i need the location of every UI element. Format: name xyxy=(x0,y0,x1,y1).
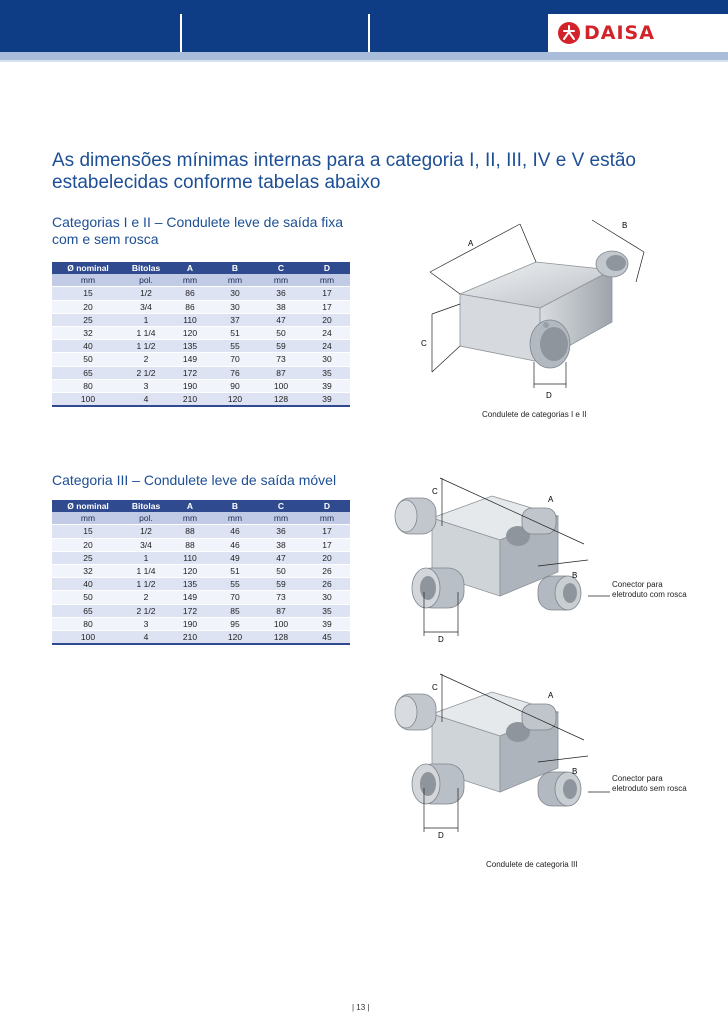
header-cell: Ø nominal xyxy=(52,500,124,512)
header-cell: Bitolas xyxy=(124,262,168,274)
table-cell: 120 xyxy=(212,392,258,406)
logo-text: DAISA xyxy=(584,22,655,44)
table-cell: 73 xyxy=(258,353,304,366)
caption-cat-3: Condulete de categoria III xyxy=(486,860,578,869)
table-cell: 135 xyxy=(168,578,212,591)
page-heading: As dimensões mínimas internas para a categoria I, II, III, IV e V estão estabelecidas conforme tabelas abaixo xyxy=(52,150,636,193)
dimension-label-a: A xyxy=(468,239,474,248)
table-row xyxy=(52,313,350,326)
table-cell: 47 xyxy=(258,551,304,564)
header-stripe-light xyxy=(0,60,728,62)
condulete-cat-3-unthreaded-drawing xyxy=(388,670,628,840)
table-cell: 88 xyxy=(168,525,212,538)
section2-title: Categoria III – Condulete leve de saída móvel xyxy=(52,472,337,488)
table-cell: 38 xyxy=(258,300,304,313)
table-cell: 39 xyxy=(304,617,350,630)
table-row xyxy=(52,287,350,300)
table-cell: 1 1/4 xyxy=(124,564,168,577)
table-cell: 17 xyxy=(304,525,350,538)
table-cell: 3 xyxy=(124,379,168,392)
table-cell: 38 xyxy=(258,538,304,551)
table-cell: 45 xyxy=(304,630,350,644)
table-cell: 30 xyxy=(304,353,350,366)
table-cell: 39 xyxy=(304,392,350,406)
unit-cell: mm xyxy=(52,274,124,287)
dimension-label-a: A xyxy=(548,691,554,700)
table-cell: 110 xyxy=(168,313,212,326)
callout-threaded-connector: Conector para eletroduto com rosca xyxy=(612,580,687,599)
table-cell: 2 xyxy=(124,353,168,366)
table-cell: 3 xyxy=(124,617,168,630)
table-cell: 120 xyxy=(168,326,212,339)
dimension-label-d: D xyxy=(438,831,444,840)
table-cell: 85 xyxy=(212,604,258,617)
table-cell: 86 xyxy=(168,300,212,313)
table-cell: 20 xyxy=(304,313,350,326)
header-cell: Bitolas xyxy=(124,500,168,512)
table-cell: 24 xyxy=(304,326,350,339)
table-cell: 172 xyxy=(168,366,212,379)
table-cell: 88 xyxy=(168,538,212,551)
table-cell: 51 xyxy=(212,564,258,577)
header-cell: D xyxy=(304,262,350,274)
table-cell: 49 xyxy=(212,551,258,564)
table-cell: 90 xyxy=(212,379,258,392)
table-cell: 128 xyxy=(258,392,304,406)
table-units-row xyxy=(52,274,350,287)
dimension-label-c: C xyxy=(432,683,438,692)
table-row xyxy=(52,617,350,630)
table-cell: 2 1/2 xyxy=(124,604,168,617)
table-cell: 24 xyxy=(304,340,350,353)
table-cell: 20 xyxy=(52,300,124,313)
unit-cell: mm xyxy=(304,274,350,287)
table-cell: 1/2 xyxy=(124,287,168,300)
unit-cell: mm xyxy=(258,512,304,525)
table-cell: 149 xyxy=(168,353,212,366)
table-cell: 20 xyxy=(52,538,124,551)
table-cell: 86 xyxy=(168,287,212,300)
table-cell: 35 xyxy=(304,366,350,379)
table-cell: 2 1/2 xyxy=(124,366,168,379)
dimension-table-cat-3 xyxy=(52,500,350,645)
header-cell: B xyxy=(212,262,258,274)
table-row xyxy=(52,551,350,564)
table-cell: 46 xyxy=(212,525,258,538)
table-cell: 1 xyxy=(124,313,168,326)
table-cell: 40 xyxy=(52,340,124,353)
table-row xyxy=(52,525,350,538)
table-cell: 100 xyxy=(52,630,124,644)
table-cell: 32 xyxy=(52,326,124,339)
caption-cat-1-2: Condulete de categorias I e II xyxy=(482,410,587,419)
table-row xyxy=(52,604,350,617)
brand-logo xyxy=(548,14,728,52)
table-cell: 128 xyxy=(258,630,304,644)
table-cell: 30 xyxy=(212,287,258,300)
table-cell: 65 xyxy=(52,366,124,379)
table-cell: 2 xyxy=(124,591,168,604)
table-cell: 73 xyxy=(258,591,304,604)
table-row xyxy=(52,630,350,644)
table-cell: 4 xyxy=(124,630,168,644)
dimension-label-c: C xyxy=(421,339,427,348)
header-cell: A xyxy=(168,500,212,512)
dimension-label-a: A xyxy=(548,495,554,504)
unit-cell: mm xyxy=(168,274,212,287)
table-cell: 135 xyxy=(168,340,212,353)
table-cell: 40 xyxy=(52,578,124,591)
dimension-label-b: B xyxy=(572,571,578,580)
table-cell: 1 1/2 xyxy=(124,578,168,591)
table-cell: 50 xyxy=(52,591,124,604)
table-cell: 149 xyxy=(168,591,212,604)
header-cell: C xyxy=(258,262,304,274)
table-cell: 50 xyxy=(258,564,304,577)
dimension-label-b: B xyxy=(622,221,628,230)
table-cell: 172 xyxy=(168,604,212,617)
dimension-table-cat-1-2 xyxy=(52,262,350,407)
table-cell: 30 xyxy=(304,591,350,604)
table-cell: 36 xyxy=(258,287,304,300)
table-cell: 1/2 xyxy=(124,525,168,538)
unit-cell: pol. xyxy=(124,512,168,525)
table-row xyxy=(52,591,350,604)
table-cell: 1 1/4 xyxy=(124,326,168,339)
table-cell: 46 xyxy=(212,538,258,551)
table-cell: 65 xyxy=(52,604,124,617)
table-cell: 100 xyxy=(258,379,304,392)
dimension-label-d: D xyxy=(546,391,552,400)
header-cell: A xyxy=(168,262,212,274)
table-cell: 80 xyxy=(52,617,124,630)
table-cell: 25 xyxy=(52,313,124,326)
table-cell: 110 xyxy=(168,551,212,564)
table-cell: 59 xyxy=(258,340,304,353)
header-cell: C xyxy=(258,500,304,512)
table-cell: 37 xyxy=(212,313,258,326)
table-row xyxy=(52,538,350,551)
table-cell: 26 xyxy=(304,564,350,577)
page-number: | 13 | xyxy=(352,1003,370,1012)
table-cell: 87 xyxy=(258,604,304,617)
condulete-cat-3-threaded-drawing xyxy=(388,474,628,644)
table-row xyxy=(52,392,350,406)
table-row xyxy=(52,326,350,339)
table-cell: 25 xyxy=(52,551,124,564)
unit-cell: pol. xyxy=(124,274,168,287)
table-cell: 50 xyxy=(52,353,124,366)
table-cell: 70 xyxy=(212,353,258,366)
table-cell: 20 xyxy=(304,551,350,564)
table-cell: 76 xyxy=(212,366,258,379)
table-cell: 4 xyxy=(124,392,168,406)
table-cell: 47 xyxy=(258,313,304,326)
header-segment xyxy=(182,14,370,52)
dimension-label-b: B xyxy=(572,767,578,776)
logo-emblem-icon xyxy=(558,22,580,44)
table-cell: 190 xyxy=(168,617,212,630)
table-cell: 17 xyxy=(304,538,350,551)
table-row xyxy=(52,564,350,577)
section1-title: Categorias I e II – Condulete leve de saída fixa com e sem rosca xyxy=(52,214,344,247)
table-cell: 70 xyxy=(212,591,258,604)
table-row xyxy=(52,300,350,313)
callout-unthreaded-connector: Conector para eletroduto sem rosca xyxy=(612,774,687,793)
table-cell: 1 1/2 xyxy=(124,340,168,353)
header-cell: D xyxy=(304,500,350,512)
dimension-label-c: C xyxy=(432,487,438,496)
table-cell: 35 xyxy=(304,604,350,617)
table-cell: 15 xyxy=(52,525,124,538)
table-row xyxy=(52,353,350,366)
unit-cell: mm xyxy=(168,512,212,525)
table-cell: 1 xyxy=(124,551,168,564)
table-cell: 100 xyxy=(258,617,304,630)
table-cell: 210 xyxy=(168,630,212,644)
table-row xyxy=(52,379,350,392)
table-header-row xyxy=(52,262,350,274)
table-cell: 55 xyxy=(212,578,258,591)
unit-cell: mm xyxy=(52,512,124,525)
table-cell: 50 xyxy=(258,326,304,339)
table-row xyxy=(52,366,350,379)
table-row xyxy=(52,578,350,591)
table-cell: 190 xyxy=(168,379,212,392)
dimension-label-d: D xyxy=(438,635,444,644)
header-stripe xyxy=(0,52,728,60)
unit-cell: mm xyxy=(212,512,258,525)
header-cell: Ø nominal xyxy=(52,262,124,274)
table-units-row xyxy=(52,512,350,525)
table-cell: 95 xyxy=(212,617,258,630)
table-cell: 80 xyxy=(52,379,124,392)
header-cell: B xyxy=(212,500,258,512)
table-cell: 17 xyxy=(304,300,350,313)
table-cell: 3/4 xyxy=(124,538,168,551)
table-cell: 210 xyxy=(168,392,212,406)
table-cell: 51 xyxy=(212,326,258,339)
table-row xyxy=(52,340,350,353)
table-cell: 3/4 xyxy=(124,300,168,313)
table-cell: 87 xyxy=(258,366,304,379)
table-cell: 120 xyxy=(212,630,258,644)
header-segment xyxy=(0,14,182,52)
table-cell: 100 xyxy=(52,392,124,406)
table-cell: 32 xyxy=(52,564,124,577)
table-cell: 15 xyxy=(52,287,124,300)
table-cell: 26 xyxy=(304,578,350,591)
table-cell: 120 xyxy=(168,564,212,577)
table-cell: 36 xyxy=(258,525,304,538)
table-cell: 39 xyxy=(304,379,350,392)
table-cell: 17 xyxy=(304,287,350,300)
table-cell: 59 xyxy=(258,578,304,591)
unit-cell: mm xyxy=(212,274,258,287)
unit-cell: mm xyxy=(258,274,304,287)
table-cell: 55 xyxy=(212,340,258,353)
unit-cell: mm xyxy=(304,512,350,525)
table-cell: 30 xyxy=(212,300,258,313)
table-header-row xyxy=(52,500,350,512)
condulete-cat-1-2-drawing xyxy=(416,212,656,404)
